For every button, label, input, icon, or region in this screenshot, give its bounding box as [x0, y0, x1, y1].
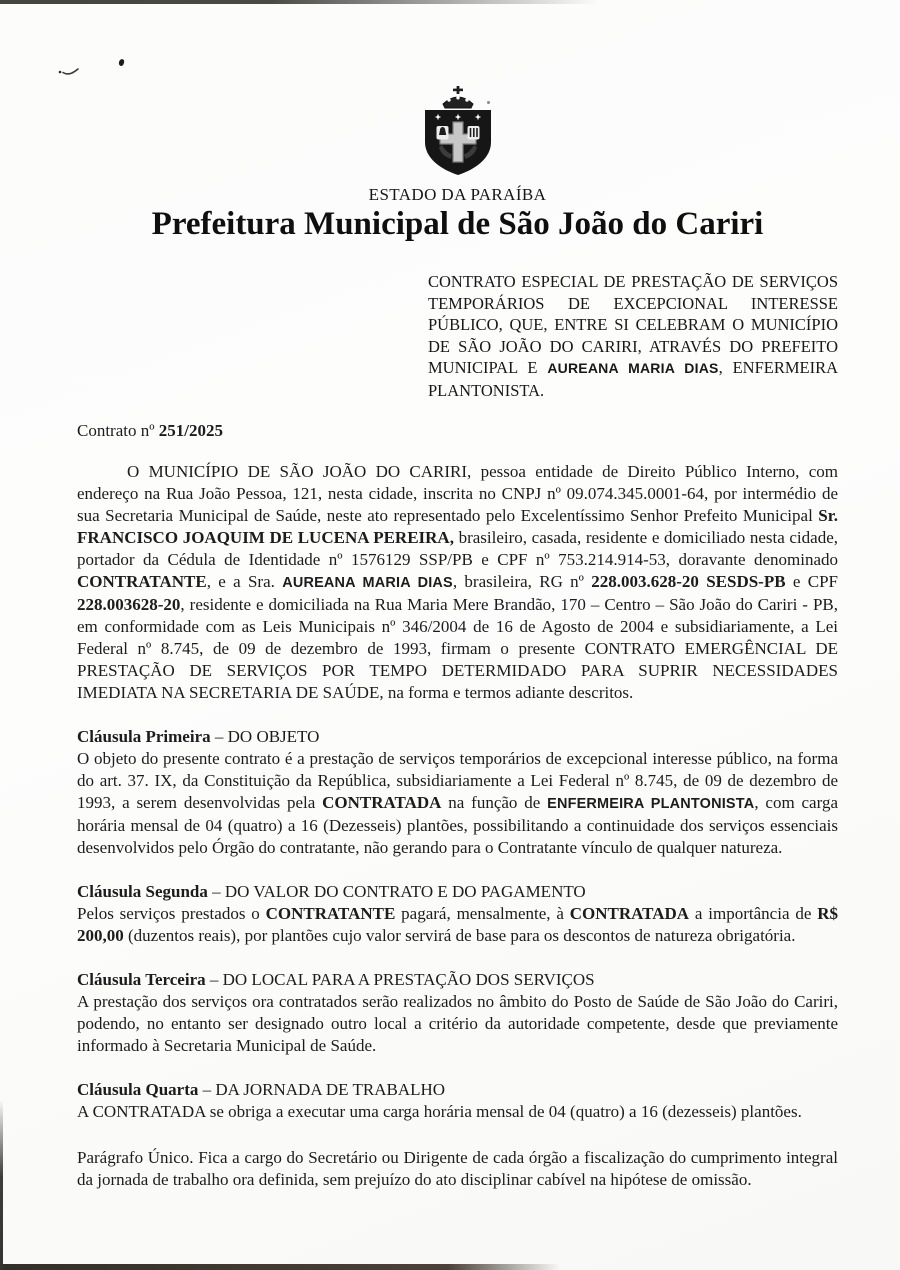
clause-body: A prestação dos serviços ora contratados serão realizados no âmbito do Posto de Saúde de São João do Cariri, podendo, no entanto ser designado outro local a critério da autoridade competente, desde que previamente informado à Secretaria Municipal de Saúde. [77, 992, 838, 1055]
coat-of-arms-icon [408, 86, 508, 178]
clause-section-2 [77, 881, 838, 947]
clause-section-1 [77, 726, 838, 859]
header-state-line: ESTADO DA PARAÍBA [368, 185, 547, 204]
header-municipality-title: Prefeitura Municipal de São João do Cariri [151, 206, 764, 242]
clause-section-3 [77, 969, 838, 1057]
clause-body: A CONTRATADA se obriga a executar uma carga horária mensal de 04 (quatro) a 16 (dezesseis) plantões. [77, 1102, 802, 1121]
contract-number: Contrato nº 251/2025 [77, 421, 223, 440]
clause-heading: Cláusula Segunda – DO VALOR DO CONTRATO E DO PAGAMENTO [77, 882, 586, 901]
paragrafo-unico: Parágrafo Único. Fica a cargo do Secretário ou Dirigente de cada órgão a fiscalização do cumprimento integral da jornada de trabalho ora definida, sem prejuízo do ato disciplinar cabível na hipótese de omissão. [77, 1148, 838, 1189]
clause-body: Pelos serviços prestados o CONTRATANTE pagará, mensalmente, à CONTRATADA a importância de R$ 200,00 (duzentos reais), por plantões cujo valor servirá de base para os descontos de natureza obrigatória. [77, 904, 838, 945]
preamble-paragraph: O MUNICÍPIO DE SÃO JOÃO DO CARIRI, pessoa entidade de Direito Público Interno, com endereço na Rua João Pessoa, 121, nesta cidade, inscrita no CNPJ nº 09.074.345.0001-64, por intermédio de sua Secretaria Municipal de Saúde, neste ato representado pelo Excelentíssimo Senhor Prefeito Municipal Sr. FRANCISCO JOAQUIM DE LUCENA PEREIRA, brasileiro, casada, residente e domiciliado nesta cidade, portador da Cédula de Identidade nº 1576129 SSP/PB e CPF nº 753.214.914-53, doravante denominado CONTRATANTE, e a Sra. AUREANA MARIA DIAS, brasileira, RG nº 228.003.628-20 SESDS-PB e CPF 228.003628-20, residente e domiciliada na Rua Maria Mere Brandão, 170 – Centro – São João do Cariri - PB, em conformidade com as Leis Municipais nº 346/2004 de 16 de Agosto de 2004 e subsidiariamente, a Lei Federal nº 8.745, de 09 de dezembro de 1993, firmam o presente CONTRATO EMERGÊNCIAL DE PRESTAÇÃO DE SERVIÇOS POR TEMPO DETERMIDADO PARA SUPRIR NECESSIDADES IMEDIATA NA SECRETARIA DE SAÚDE, na forma e termos adiante descritos. [77, 462, 838, 702]
clause-heading: Cláusula Quarta – DA JORNADA DE TRABALHO [77, 1080, 446, 1099]
clause-section-4 [77, 1079, 838, 1123]
scan-edge-bottom [0, 1264, 560, 1270]
contract-epigraph: CONTRATO ESPECIAL DE PRESTAÇÃO DE SERVIÇOS TEMPORÁRIOS DE EXCEPCIONAL INTERESSE PÚBLICO, QUE, ENTRE SI CELEBRAM O MUNICÍPIO DE SÃO JOÃO DO CARIRI, ATRAVÉS DO PREFEITO MUNICIPAL E AUREANA MARIA DIAS, ENFERMEIRA PLANTONISTA. [428, 272, 838, 400]
scan-edge-left [0, 1100, 3, 1270]
clause-body: O objeto do presente contrato é a prestação de serviços temporários de excepcional interesse público, na forma do art. 37. IX, da Constituição da República, subsidiariamente a Lei Federal nº 8.745, de 09 de dezembro de 1993, a serem desenvolvidas pela CONTRATADA na função de ENFERMEIRA PLANTONISTA, com carga horária mensal de 04 (quatro) a 16 (Dezesseis) plantões, possibilitando a continuidade dos serviços essenciais desenvolvidos pelo Órgão do contratante, não gerando para o Contratante vínculo de qualquer natureza. [77, 749, 839, 857]
clause-heading: Cláusula Terceira – DO LOCAL PARA A PRESTAÇÃO DOS SERVIÇOS [77, 970, 595, 989]
document-body [77, 0, 838, 1191]
clause-heading: Cláusula Primeira – DO OBJETO [77, 727, 320, 746]
